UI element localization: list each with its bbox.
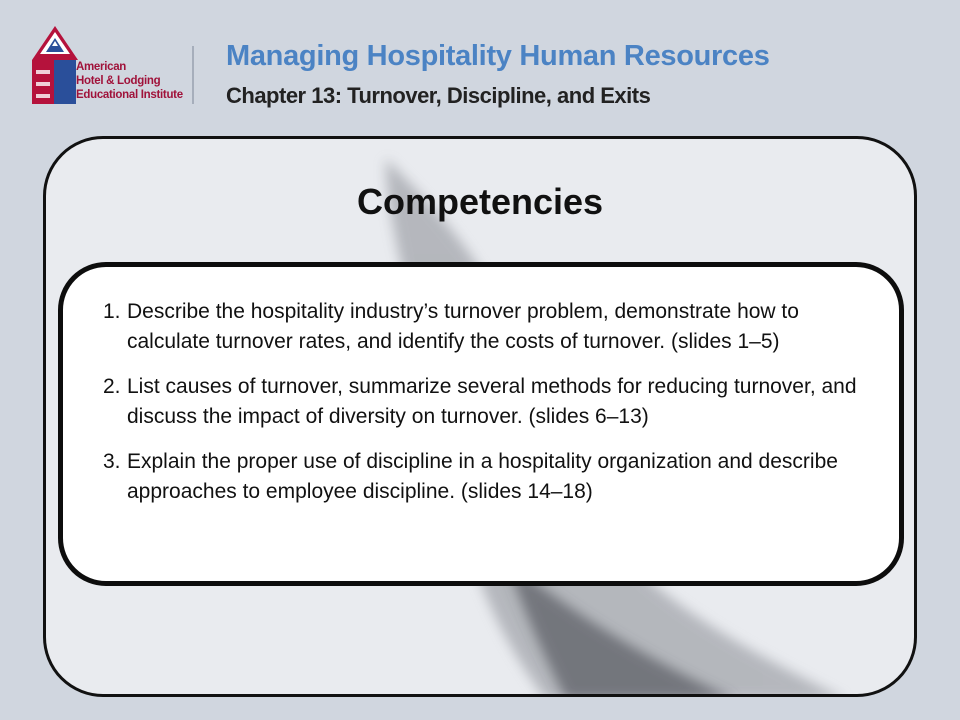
- item-text: List causes of turnover, summarize several methods for reducing turnover, and discuss the impact of diversity on turnover. (slides 6–13): [127, 375, 857, 428]
- ahlei-logo: [30, 24, 183, 114]
- house-flag-icon: [30, 24, 80, 114]
- item-text: Describe the hospitality industry’s turnover problem, demonstrate how to calculate turnover rates, and identify the costs of turnover. (slides 1–5): [127, 300, 799, 353]
- logo-wordmark: American Hotel & Lodging Educational Institute: [76, 61, 183, 101]
- slide-heading: Competencies: [356, 181, 604, 222]
- competencies-list: [103, 297, 883, 522]
- item-number: 2.: [103, 375, 121, 398]
- list-item: [103, 447, 883, 507]
- list-item: [103, 297, 883, 357]
- item-number: 3.: [103, 450, 121, 473]
- item-number: 1.: [103, 300, 121, 323]
- list-item: [103, 372, 883, 432]
- competencies-box: [58, 262, 904, 586]
- chapter-subtitle: Chapter 13: Turnover, Discipline, and Exits: [226, 83, 651, 108]
- course-title: Managing Hospitality Human Resources: [226, 40, 770, 72]
- item-text: Explain the proper use of discipline in a hospitality organization and describe approaches to employee discipline. (slides 14–18): [127, 450, 838, 503]
- header-divider: [192, 46, 194, 104]
